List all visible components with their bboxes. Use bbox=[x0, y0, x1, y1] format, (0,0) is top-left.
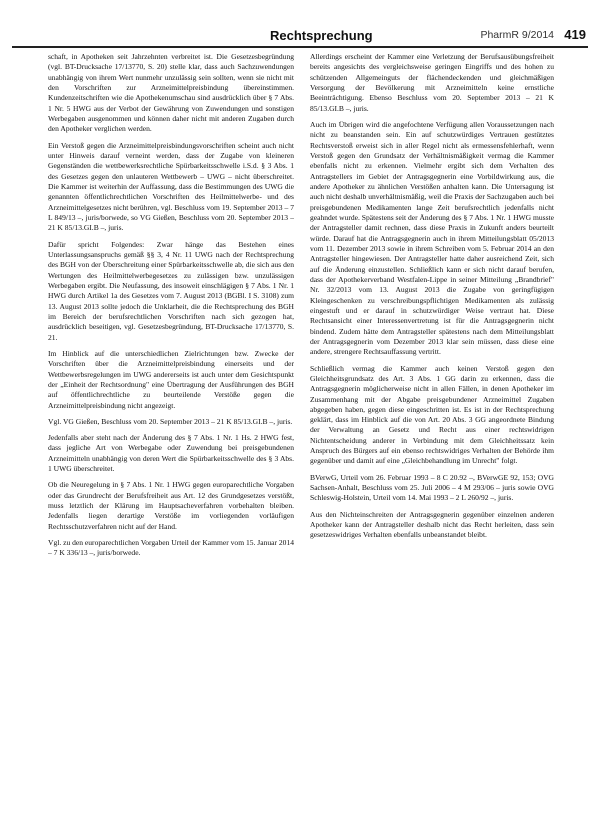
paragraph: Jedenfalls aber steht nach der Änderung des § 7 Abs. 1 Nr. 1 Hs. 2 HWG fest, dass jegliche Art von Werbegabe oder Zuwendung bei preisgebundenen Arzneimitteln unabhängig von deren Wert die Spürbarkeitsschwelle des § 3 Abs. 1 UWG überschreitet. bbox=[48, 433, 294, 474]
paragraph: Ein Verstoß gegen die Arzneimittelpreisbindungsvorschriften scheint auch nicht unter Hinweis darauf verneint werden, dass der Zugabe von kleineren Gegenständen die wettbewerksrechtliche Spürbarkeitsschwelle i.S.d. § 3 Abs. 1 des Gesetzes gegen den unlauteren Wettbewerb – UWG – nicht überschreitet. Die Kammer ist weiterhin der Auffassung, dass die Bestimmungen des UWG die genannten öffentlichrechtlichen Vorschriften des Heilmittelwerbe- und des Arzneimittelgesetzes nicht berühren, vgl. Beschluss vom 19. September 2013 – 7 L 849/13 –, juris/borwede, so VG Gießen, Beschluss vom 20. September 2013 – 21 K 85/13.GI.B –, juris. bbox=[48, 140, 294, 233]
paragraph: Vgl. VG Gießen, Beschluss vom 20. September 2013 – 21 K 85/13.GI.B –, juris. bbox=[48, 416, 293, 426]
paragraph: Auch im Übrigen wird die angefochtene Verfügung allen Voraussetzungen nach nicht zu beanstanden sein. Ein auf schutzwürdiges Vertrauen gestütztes Rechtsverstoß erweist sich in aller Regel nicht als ermessensfehlerhaft, wenn Verstoß gegen den Grundsatz der Verhältnismäßigkeit vermag die Kammer ebenfalls nicht zu erkennen. Vielmehr ergibt sich dem Verhalten des Antragstellers im Gebiet der Antragsgegnerin eine Vorbildwirkung aus, die andere Apotheker zu ähnlichen Verstößen anhalten kann. Die Untersagung ist auch nicht deshalb unverhältnismäßig, weil die Praxis der Sachzugaben auch bei preisgebundenen Medikamenten lange Zeit berufsrechtlich jedenfalls nicht geahndet wurde. Spätestens seit der Änderung des § 7 Abs. 1 Nr. 1 HWG musste der Antragsteller damit rechnen, dass diese Praxis in Zukunft anders beurteilt würde. Darauf hat die Antragsgegnerin auch in ihrem Mitteilungsblatt 05/2013 vom 11. Dezember 2013 sowie in ihrem Schreiben vom 5. Februar 2014 an den Antragsteller hingewiesen. Der Antragsteller hatte daher ausreichend Zeit, sich auf die Änderung einzustellen. Schließlich kann er sich nicht darauf berufen, dass der Apothekerverband Westfalen-Lippe in seiner Mitteilung „Brandbrief" Nr. 32/2013 vom 13. August 2013 die Zugabe von geringfügigen Kleingeschenken zu verschreibungspflichtigen Medikamenten als zulässig eingestuft und er darauf in schutzwürdiger Weise vertraut hat. Diese Rechtsansicht einer Interessenvertretung ist für die Antragsgegnerin nicht bindend. Zudem hätte dem Antragsteller spätestens nach dem Mitteilungsblatt der Antragsgegnerin vom Dezember 2013 klar sein müssen, dass diese eine andere, strengere Rechtsauffassung vertritt. bbox=[310, 119, 554, 357]
right-column bbox=[310, 52, 554, 822]
paragraph: Allerdings erscheint der Kammer eine Verletzung der Berufsausübungsfreiheit bereits angesichts des vergleichsweise geringen Eingriffs und des hohen zu schützenden Allgemeinguts der flächendeckenden und gleichmäßigen Versorgung der Bevölkerung mit Arzneimitteln keine ernstliche Beeinträchtigung. Ebenso Beschluss vom 20. September 2013 – 21 K 85/13.GI.B –, juris. bbox=[310, 52, 554, 113]
journal-citation: PharmR 9/2014 bbox=[480, 29, 554, 41]
section-rubric: Rechtsprechung bbox=[270, 28, 373, 43]
paragraph: schaft, in Apotheken seit Jahrzehnten verbreitet ist. Die Gesetzesbegründung (vgl. BT-Drucksache 17/13770, S. 20) stelle klar, dass auch Sachzuwendungen unabhängig von ihrem Wert nunmehr unzulässig sein sollten, wenn sie nicht mit den Vorschriften zur Arzneimittelpreisbindung übereinstimmen. Kundenzeitschriften wie die Apothekenumschau sind ausdrücklich über § 7 Abs. 1 Nr. 5 HWG aus der Verbot der Gewährung von Zuwendungen und sonstigen Werbegaben ausgenommen und können daher nicht mit anderen Zugaben durch den Apotheker verglichen werden. bbox=[48, 52, 294, 134]
paragraph: Ob die Neuregelung in § 7 Abs. 1 Nr. 1 HWG gegen europarechtliche Vorgaben oder das Grundrecht der Berufsfreiheit aus Art. 12 des Grundgesetzes verstößt, muss letztlich der Klärung im Hauptsacheverfahren vorbehalten bleiben. Jedenfalls liegen derartige Verstöße im vorliegenden vorläufigen Rechtsschutzverfahren nicht auf der Hand. bbox=[48, 480, 294, 531]
paragraph: Vgl. zu den europarechtlichen Vorgaben Urteil der Kammer vom 15. Januar 2014 – 7 K 336/13 –, juris/borwede. bbox=[48, 538, 294, 558]
paragraph: Dafür spricht Folgendes: Zwar hänge das Bestehen eines Unterlassungsanspruchs gemäß §§ 3, 4 Nr. 11 UWG nach der Rechtsprechung des BGH von der Überschreitung einer Spürbarkeitsschwelle ab, die sich aus den Wertungen des Heilmittelwerbegesetzes zu zulässigen bzw. unzulässigen Werbegaben ergibt. Die Neufassung, des insoweit einschlägigen § 7 Abs. 1 Nr. 1 HWG durch Artikel 1a des Gesetzes vom 7. August 2013 (BGBl. I S. 3108) zum 13. August 2013 sollte jedoch die Unklarheit, die die Rechtsprechung des BGH im Bereich der berufsrechtlichen Vorschriften nach sich gezogen hat, ausdrücklich beseitigen, vgl. Gesetzesbegründung, BT-Drucksache 17/13770, S. 21. bbox=[48, 239, 294, 342]
page-header bbox=[12, 26, 588, 48]
left-column bbox=[48, 52, 294, 822]
page-number: 419 bbox=[564, 27, 586, 42]
paragraph: BVerwG, Urteil vom 26. Februar 1993 – 8 C 20.92 –, BVerwGE 92, 153; OVG Sachsen-Anhalt, Beschluss vom 25. Juli 2006 – 4 M 293/06 – juris sowie OVG Schleswig-Holstein, Urteil vom 14. Mai 1993 – 2 L 260/92 –, juris. bbox=[310, 472, 554, 503]
paragraph: Schließlich vermag die Kammer auch keinen Verstoß gegen den Gleichheitsgrundsatz des Art. 3 Abs. 1 GG darin zu erkennen, dass die Antragsgegnerin möglicherweise nicht in allen Fällen, in denen Apotheker im Zusammenhang mit der Abgabe preisgebundener Arzneimittel Zugaben abgegeben haben, gegen diese eingeschritten ist. Es ist in der Rechtsprechung geklärt, dass im Hinblick auf die von Art. 20 Abs. 3 GG angeordnete Bindung der Verwaltung an Gesetz und Recht aus einer rechtswidrigen Nichtentscheidung anderer in Verbindung mit dem Gleichheitssatz kein Anspruch des Bürgers auf ein ebenso rechtswidriges Verhalten der Behörde ihm gegenüber und damit auf eine „Gleichbehandlung im Unrecht" folgt. bbox=[310, 363, 554, 466]
paragraph: Aus den Nichteinschreiten der Antragsgegnerin gegenüber einzelnen anderen Apotheker kann der Antragsteller deshalb nicht das Recht herleiten, dass sein gesetzeswidriges Verhalten ebenfalls unbeanstandet bleibt. bbox=[310, 509, 554, 540]
paragraph: Im Hinblick auf die unterschiedlichen Zielrichtungen bzw. Zwecke der Vorschriften über die Arzneimittelpreisbindung einerseits und der Wettbewerbsregelungen im UWG andererseits ist auch unter dem Gesichtspunkt der „Einheit der Rechtsordnung" eine Übertragung der Ausführungen des BGH auf öffentlichrechtliche zu beurteilende Verstöße gegen die Arzneimittelpreisbindung nicht angezeigt. bbox=[48, 348, 294, 410]
